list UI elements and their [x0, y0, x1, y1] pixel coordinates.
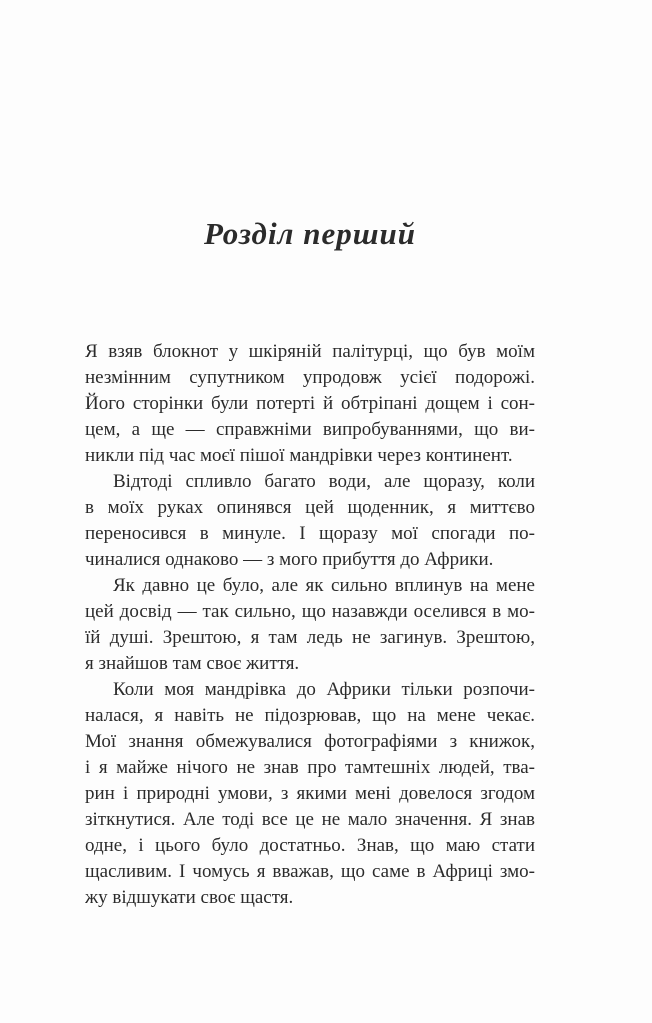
text-line: одне, і цього було достатньо. Знав, що маю стати	[85, 835, 535, 856]
text-line: зіткнутися. Але тоді все це не мало значення. Я знав	[85, 809, 535, 830]
text-line: і я майже нічого не знав про тамтешніх людей, тва-	[85, 757, 535, 778]
text-line: їй душі. Зрештою, я там ледь не загинув. Зрештою,	[85, 627, 535, 648]
text-line: Мої знання обмежувалися фотографіями з книжок,	[85, 731, 535, 752]
text-line: я знайшов там своє життя.	[85, 653, 300, 674]
text-line: переносився в минуле. І щоразу мої спогади по-	[85, 523, 535, 544]
text-line: Коли моя мандрівка до Африки тільки розпочи-	[113, 679, 535, 700]
text-line: рин і природні умови, з якими мені довелося згодом	[85, 783, 535, 804]
paragraph	[85, 339, 535, 469]
text-line: Як давно це було, але як сильно вплинув на мене	[113, 575, 535, 596]
body-text	[85, 339, 535, 911]
text-line: цем, а ще — справжніми випробуваннями, що ви-	[85, 419, 535, 440]
text-line: Я взяв блокнот у шкіряній палітурці, що був моїм	[85, 341, 535, 362]
text-line: чиналися однаково — з мого прибуття до Африки.	[85, 549, 494, 570]
text-line: Відтоді спливло багато води, але щоразу, коли	[113, 471, 535, 492]
text-line: щасливим. І чомусь я вважав, що саме в Африці змо-	[85, 861, 535, 882]
text-line: цей досвід — так сильно, що назавжди оселився в мо-	[85, 601, 535, 622]
paragraph	[85, 573, 535, 677]
text-line: Його сторінки були потерті й обтріпані дощем і сон-	[85, 393, 535, 414]
text-line: незмінним супутником упродовж усієї подорожі.	[85, 367, 535, 388]
paragraph	[85, 469, 535, 573]
paragraph	[85, 677, 535, 911]
text-line: никли під час моєї пішої мандрівки через континент.	[85, 445, 513, 466]
text-line: в моїх руках опинявся цей щоденник, я миттєво	[85, 497, 535, 518]
chapter-title: Розділ перший	[203, 216, 417, 251]
text-line: жу відшукати своє щастя.	[85, 887, 294, 908]
text-line: налася, я навіть не підозрював, що на мене чекає.	[85, 705, 535, 726]
